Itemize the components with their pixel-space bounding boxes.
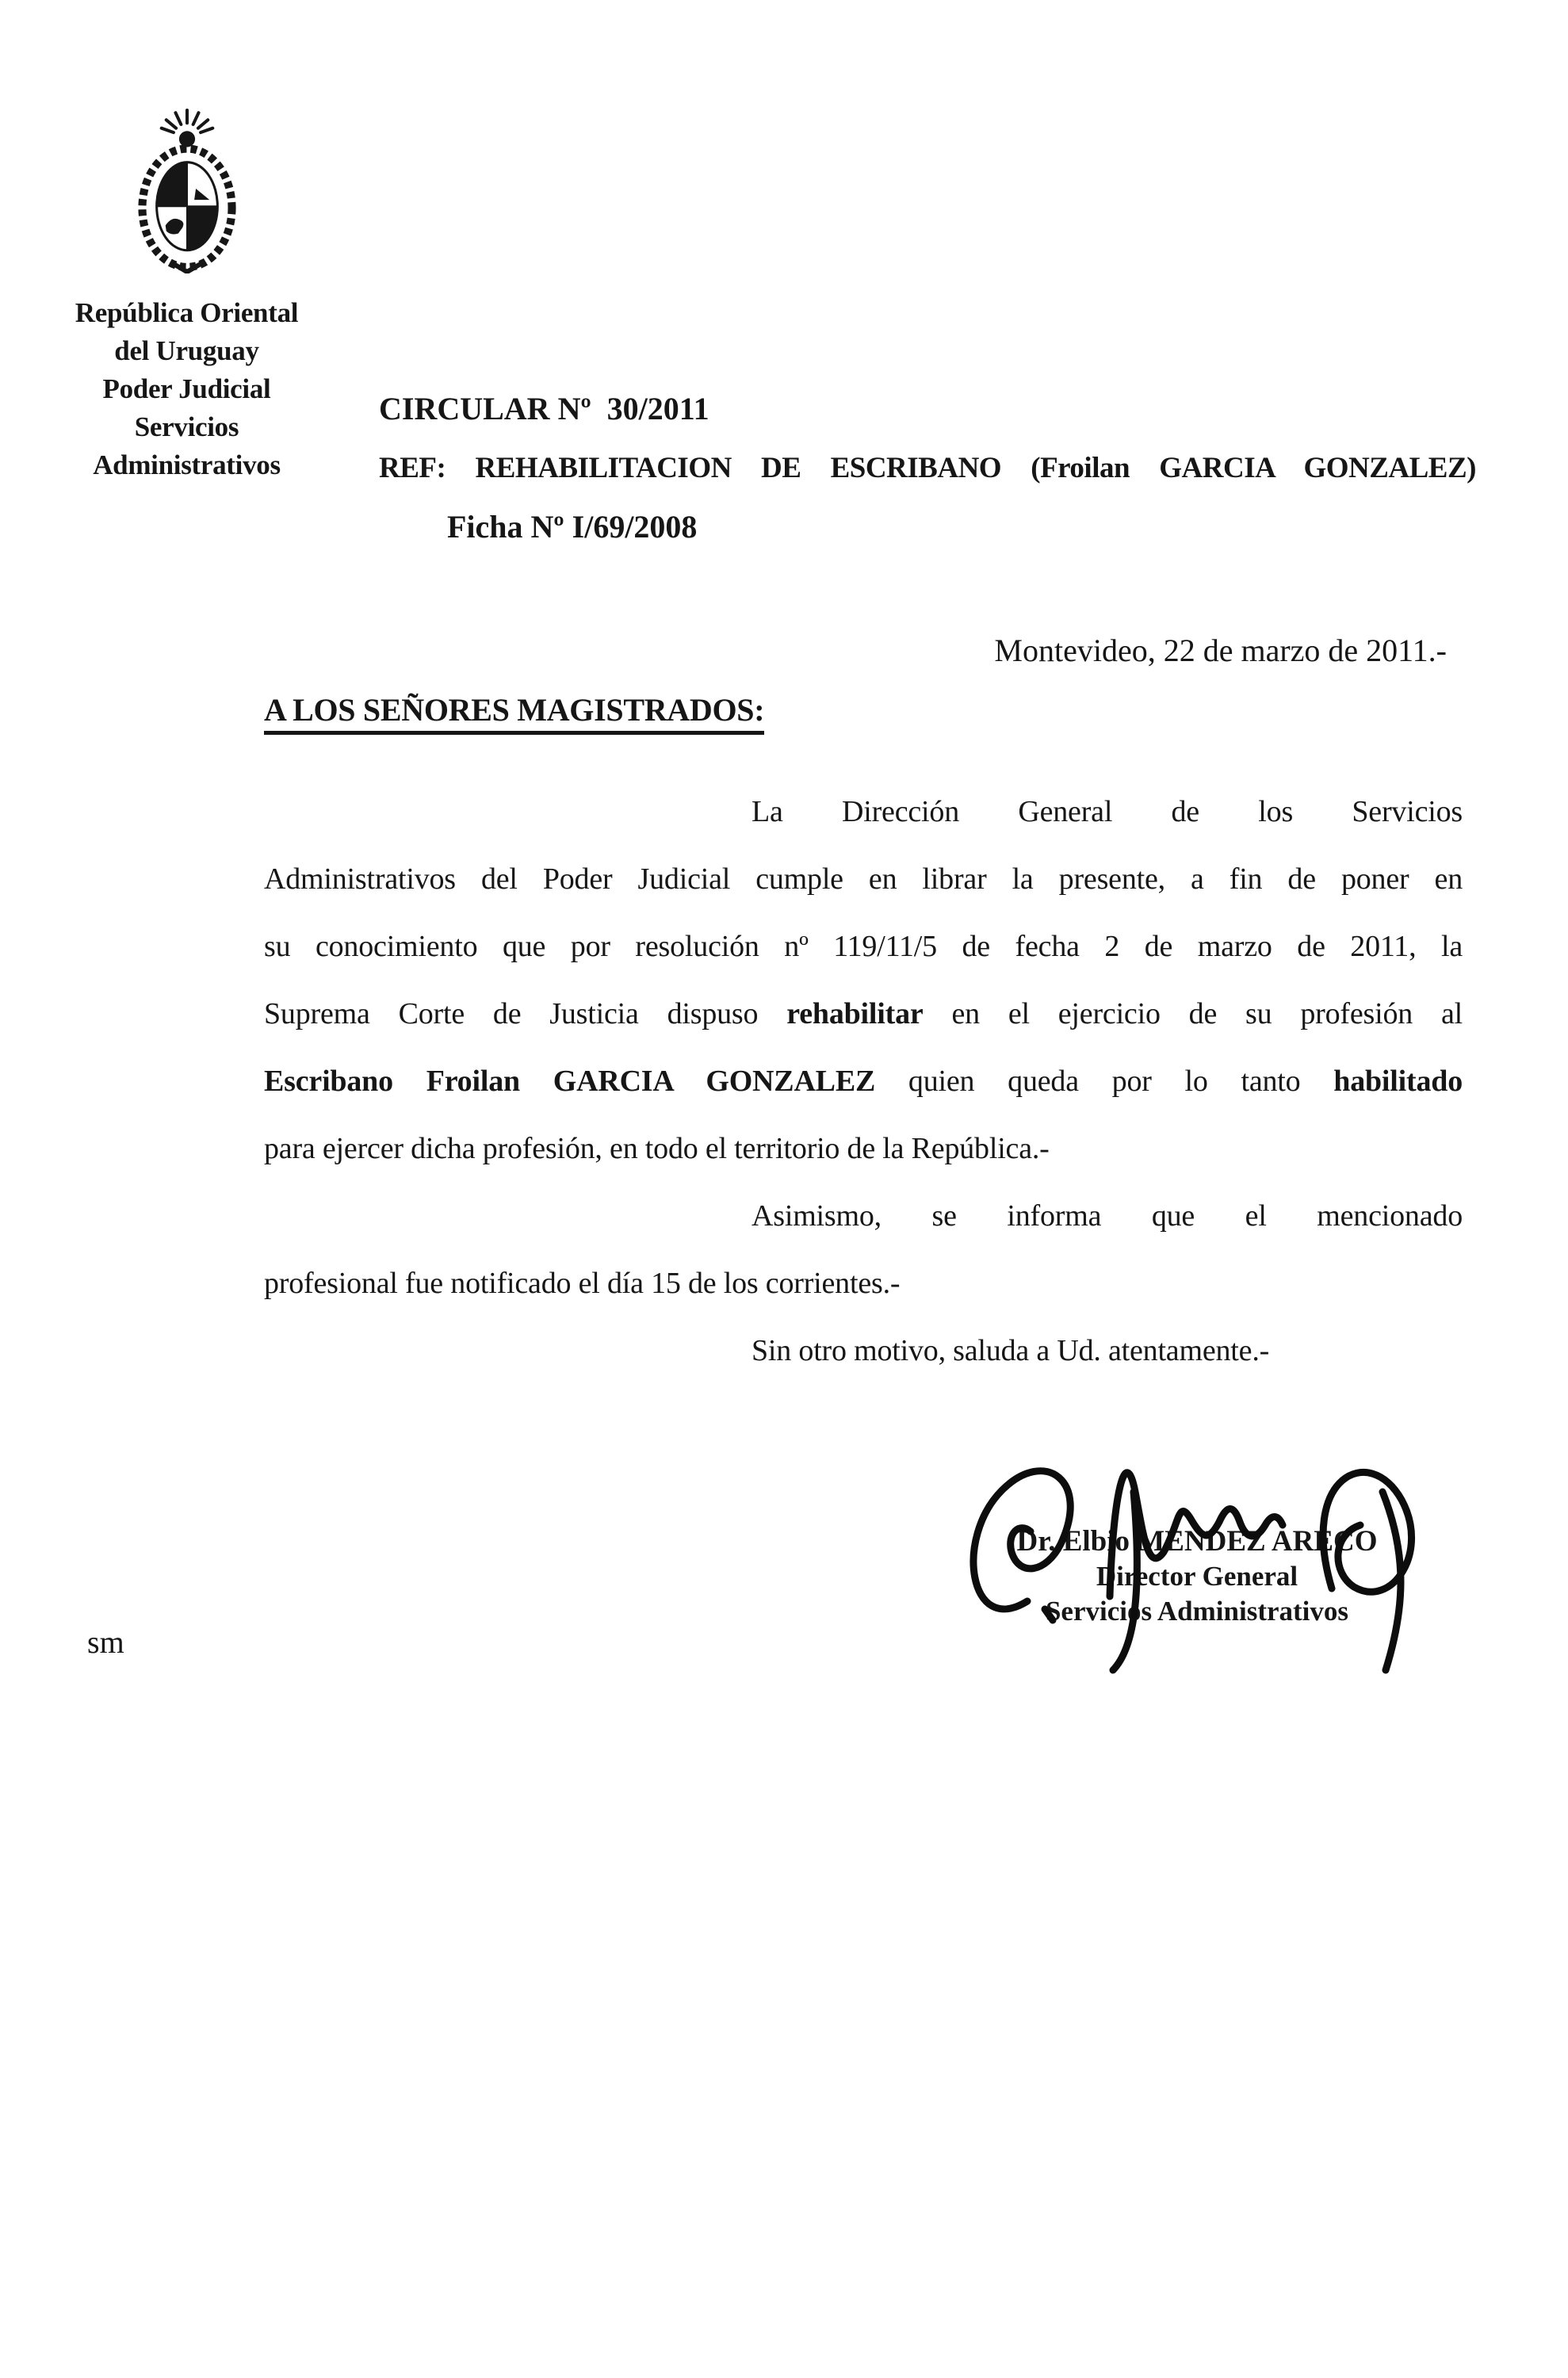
body-text: para ejercer dicha profesión, en todo el territorio de la República.- (264, 1132, 1050, 1165)
body-line (264, 1317, 1463, 1385)
ficha-line: Ficha Nº I/69/2008 (447, 509, 698, 545)
body-line (264, 846, 1463, 913)
body-text: su conocimiento que por resolución nº 119/11/5 de fecha 2 de marzo de 2011, la (264, 930, 1463, 963)
coat-of-arms-icon (124, 105, 250, 273)
signer-name: Dr. Elbio MENDEZ ARECO (1016, 1525, 1378, 1558)
body-line (264, 778, 1463, 846)
letterhead (30, 105, 343, 484)
body-line (264, 1048, 1463, 1115)
reference-line: REF: REHABILITACION DE ESCRIBANO (Froilan GARCIA GONZALEZ) (379, 452, 1476, 484)
letterhead-line: Servicios (134, 411, 239, 442)
letterhead-line: del Uruguay (114, 335, 259, 366)
signer-office: Servicios Administrativos (1045, 1596, 1349, 1627)
body-text-bold: rehabilitar (786, 997, 924, 1030)
body-line (264, 1250, 1463, 1317)
letterhead-line: Administrativos (93, 449, 281, 480)
body-line (264, 1183, 1463, 1250)
body-text-bold: Escribano Froilan GARCIA GONZALEZ (264, 1065, 876, 1098)
typist-initials: sm (87, 1624, 124, 1660)
body-line (264, 1115, 1463, 1183)
circular-number-line: CIRCULAR Nº 30/2011 (379, 391, 709, 426)
body-line (264, 981, 1463, 1048)
signature-block (935, 1524, 1459, 1629)
letter-body (264, 778, 1463, 1385)
salutation: A LOS SEÑORES MAGISTRADOS: (264, 691, 764, 735)
signer-title: Director General (1096, 1561, 1298, 1592)
body-text: Administrativos del Poder Judicial cumple en librar la presente, a fin de poner en (264, 862, 1463, 896)
body-text: Sin otro motivo, saluda a Ud. atentamente.- (751, 1334, 1270, 1367)
letterhead-line: República Oriental (75, 297, 299, 328)
body-text: quien queda por lo tanto (875, 1065, 1334, 1098)
body-text: La Dirección General de los Servicios (751, 795, 1463, 828)
heading-block (379, 390, 1476, 546)
body-text: Suprema Corte de Justicia dispuso (264, 997, 787, 1030)
letterhead-line: Poder Judicial (102, 373, 271, 404)
body-text: Asimismo, se informa que el mencionado (751, 1199, 1463, 1233)
body-text: en el ejercicio de su profesión al (923, 997, 1463, 1030)
body-line (264, 913, 1463, 981)
date-line: Montevideo, 22 de marzo de 2011.- (994, 633, 1447, 668)
body-text-bold: habilitado (1333, 1065, 1463, 1098)
body-text: profesional fue notificado el día 15 de los corrientes.- (264, 1267, 901, 1300)
